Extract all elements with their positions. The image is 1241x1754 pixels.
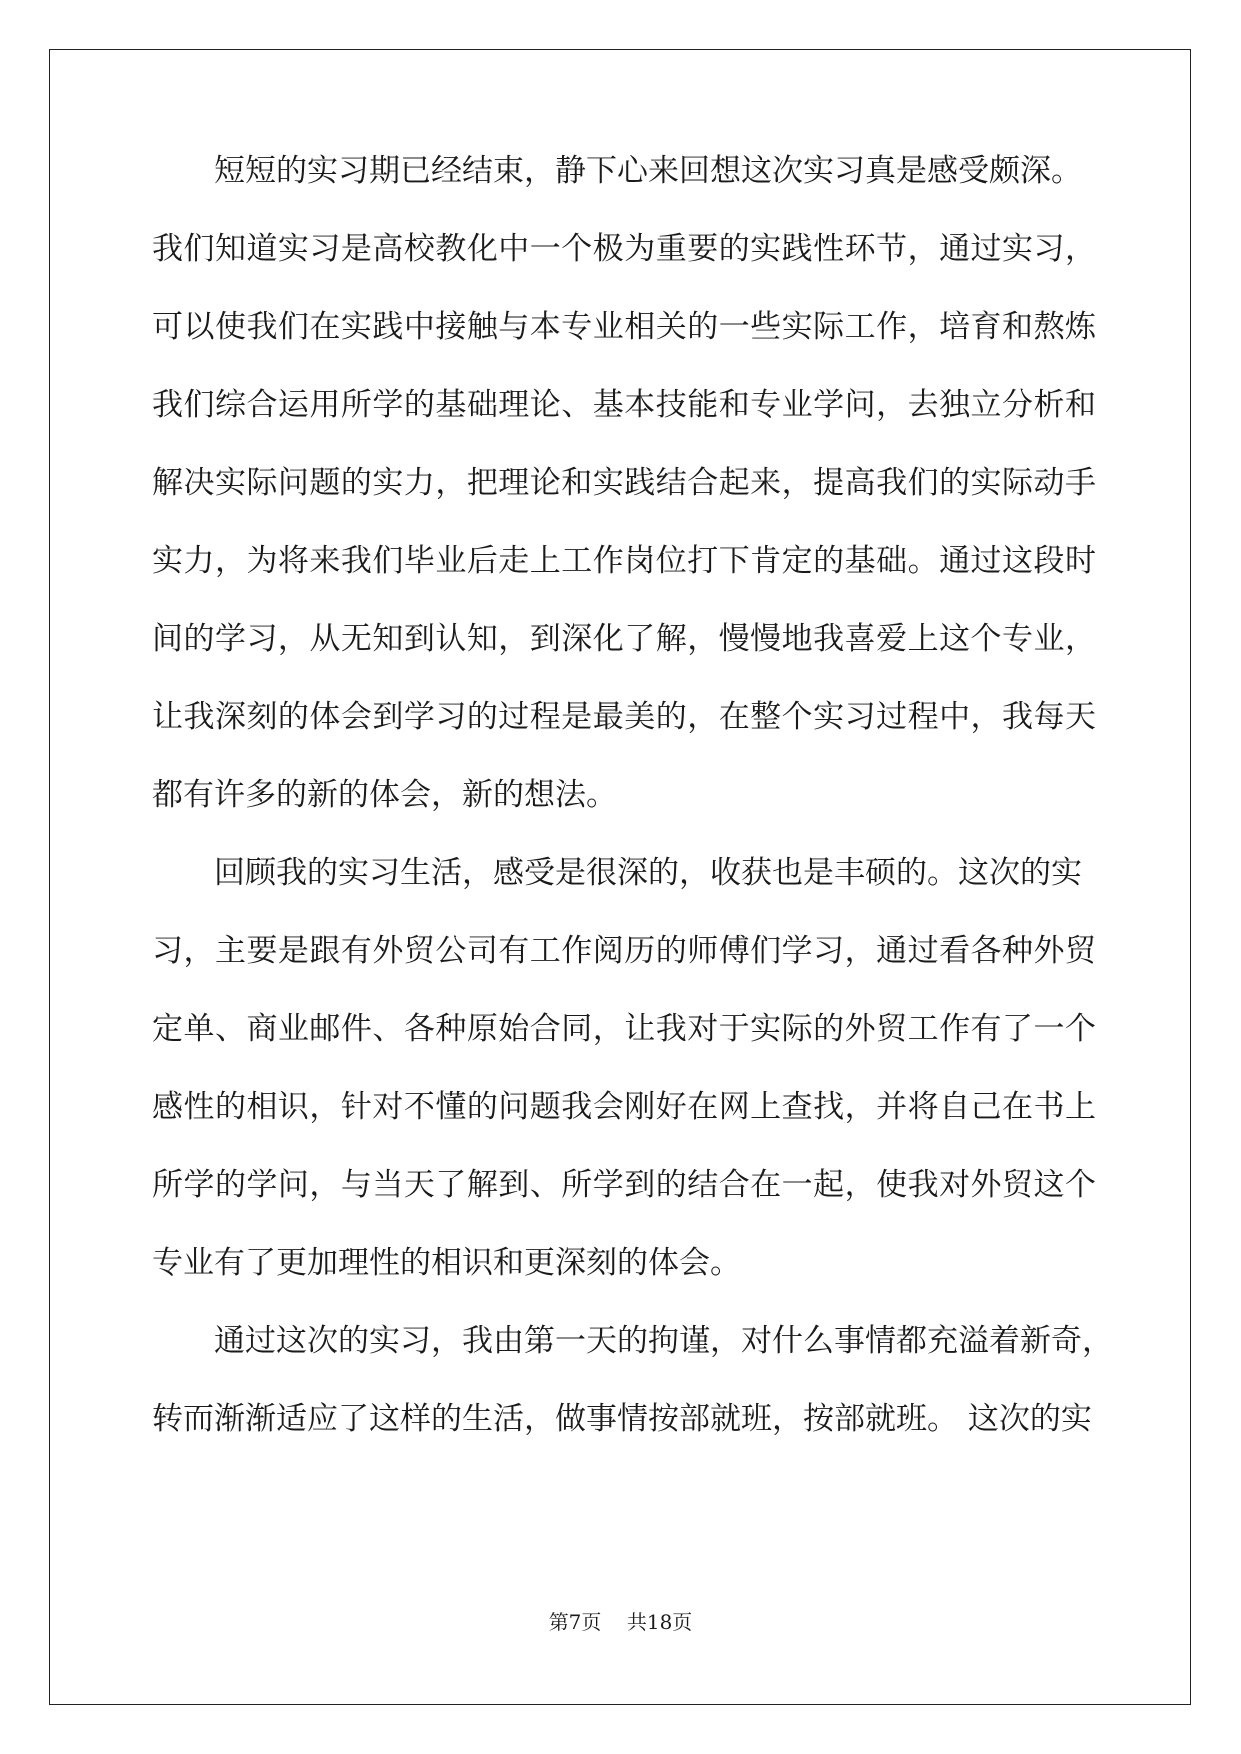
document-body (152, 152, 1113, 1439)
paragraph-3 (152, 1322, 1113, 1439)
text-line: 回顾我的实习生活，感受是很深的，收获也是丰硕的。这次的实 (214, 855, 1082, 891)
text-line: 习，主要是跟有外贸公司有工作阅历的师傅们学习，通过看各种外贸 (152, 933, 1096, 969)
text-line: 可以使我们在实践中接触与本专业相关的一些实际工作，培育和熬炼 (152, 309, 1096, 345)
text-line: 让我深刻的体会到学习的过程是最美的，在整个实习过程中，我每天 (152, 699, 1096, 735)
text-line: 短短的实习期已经结束，静下心来回想这次实习真是感受颇深。 (214, 153, 1082, 189)
text-line: 我们知道实习是高校教化中一个极为重要的实践性环节，通过实习， (152, 231, 1096, 267)
paragraph-1 (152, 152, 1096, 854)
paragraph-2 (152, 854, 1096, 1322)
text-line: 定单、商业邮件、各种原始合同，让我对于实际的外贸工作有了一个 (152, 1011, 1096, 1047)
text-line: 实力，为将来我们毕业后走上工作岗位打下肯定的基础。通过这段时 (152, 543, 1096, 579)
text-line: 感性的相识，针对不懂的问题我会刚好在网上查找，并将自己在书上 (152, 1089, 1096, 1125)
text-line: 间的学习，从无知到认知，到深化了解，慢慢地我喜爱上这个专业， (152, 621, 1096, 657)
text-line: 所学的学问，与当天了解到、所学到的结合在一起，使我对外贸这个 (152, 1167, 1096, 1203)
text-line: 都有许多的新的体会，新的想法。 (152, 777, 617, 813)
page-number: 第7页 (548, 1610, 602, 1634)
page-total: 共18页 (626, 1610, 693, 1634)
text-line: 转而渐渐适应了这样的生活，做事情按部就班，按部就班。 这次的实 (152, 1401, 1092, 1437)
text-line: 我们综合运用所学的基础理论、基本技能和专业学问，去独立分析和 (152, 387, 1096, 423)
page-footer (0, 1609, 1241, 1635)
text-line: 通过这次的实习，我由第一天的拘谨，对什么事情都充溢着新奇， (214, 1323, 1113, 1359)
text-line: 解决实际问题的实力，把理论和实践结合起来，提高我们的实际动手 (152, 465, 1096, 501)
text-line: 专业有了更加理性的相识和更深刻的体会。 (152, 1245, 741, 1281)
